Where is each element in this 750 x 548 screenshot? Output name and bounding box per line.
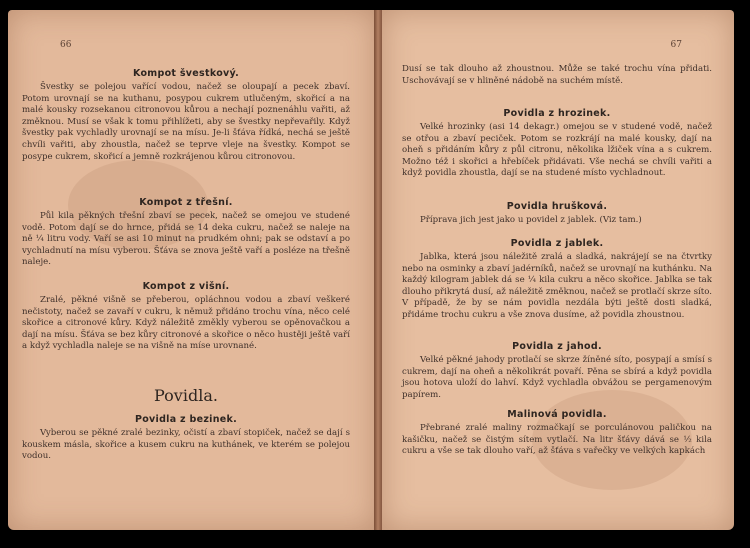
section-heading: Kompot švestkový. [132, 68, 240, 79]
section-text: Půl kila pěkných třešní zbaví se pecek, načež se omejou ve studené vodě. Potom dají se do hrnce, přidá se 14 deka cukru, načež se naleje na ně ¼ litru vody. Vaří se asi 10 minut na prudkém ohni; pak se odstaví a po vychladnutí na mísu vyberou. Šťáva se znova ještě vaří a posléze na třešně naleje. [22, 211, 350, 268]
section-text: Přebrané zralé maliny rozmačkají se porculánovou paličkou na kašičku, načež se čistým sítem vytlačí. Na litr šťávy dává se ½ kila cukru a vše se tak dlouho vaří, až šťáva s vařečky ve velkých kapkách [402, 423, 712, 457]
left-page [8, 10, 376, 530]
continuation-text: Dusí se tak dlouho až zhoustnou. Může se také trochu vína přidati. Uschovávají se v hliněné nádobě na suchém místě. [402, 64, 712, 86]
section-heading: Kompot z třešní. [139, 197, 233, 208]
right-page [382, 10, 734, 530]
section-heading: Povidla z bezinek. [134, 414, 238, 425]
section-heading: Povidla z hrozinek. [503, 108, 611, 119]
section-text: Velké pěkné jahody protlačí se skrze žíněné síto, posypají a smísí s cukrem, dají na oheň a několikrát povaří. Pěna se sbírá a když povidla jsou hotova uloží do lahví. Když vychladla obvážou se pergamenovým papírem. [402, 355, 712, 400]
section-heading: Povidla hrušková. [506, 201, 608, 212]
section-text: Jablka, která jsou náležitě zralá a sladká, nakrájejí se na čtvrtky nebo na osminky a zbaví jadérníků, načež se urovnají na kuthánku. Na každý kilogram jablek dá se ¼ kila cukru a něco skořice. Jablka se tak dlouho přikrytá dusí, až náležitě změknou, načež se protlačí skrze síto. V případě, že by se nám povidla nezdála býti ještě dosti sladká, přidáme trochu cukru a vše znova dusíme, až povidla zhoustnou. [402, 252, 712, 320]
chapter-title: Povidla. [154, 386, 218, 405]
section-heading: Malinová povidla. [507, 409, 607, 420]
section-text: Příprava jich jest jako u povidel z jablek. (Viz tam.) [420, 215, 642, 225]
section-text: Velké hrozinky (asi 14 dekagr.) omejou se v studené vodě, načež se otřou a zbaví peciček. Potom se rozkrájí na malé kousky, dají na oheň s přidáním kůry z půl citronu, několika lžiček vína a s cukrem. Možno též i skořici a hřebíček přidávati. Vše nechá se chvíli vařiti a když povidla zhoustla, dají se na studené místo vychladnout. [402, 122, 712, 179]
section-text: Zralé, pěkné višně se přeberou, opláchnou vodou a zbaví veškeré nečistoty, načež se zavaří v cukru, k němuž přidáno trochu vína, něco celé skořice a citronové kůry. Když náležitě změkly vyberou se opěnovačkou a dají na mísu. Šťáva se bez kůry citronové a skořice o něco hustěji ještě vaří a když vychladla naleje se na višně na míse urovnané. [22, 295, 350, 352]
page-number: 67 [670, 40, 682, 50]
section-text: Vyberou se pěkné zralé bezinky, očistí a zbaví stopiček, načež se dají s kouskem másla, skořice a kusem cukru na kuthánek, ve kterém se polejou vodou. [22, 428, 350, 462]
section-heading: Kompot z višní. [142, 281, 230, 292]
section-heading: Povidla z jahod. [512, 341, 602, 352]
page-number: 66 [60, 40, 72, 50]
section-heading: Povidla z jablek. [510, 238, 604, 249]
section-text: Švestky se polejou vařící vodou, načež se oloupají a pecek zbaví. Potom urovnají se na kuthanu, posypou cukrem utlučeným, skořicí a na malé kousky rozsekanou citronovou kůrou a nechají poznenáhlu vařiti, až změknou. Musí se však k tomu přihlížeti, aby se švestky nepřevařily. Když švestky pak vychladly urovnají se na mísu. Je-li šťáva řídká, nechá se ještě chvíli vařiti, aby zhoustla, načež se teprve vleje na švestky. Kompot se posype cukrem, skořicí a jemně rozkrájenou kůrou citronovou. [22, 82, 350, 162]
